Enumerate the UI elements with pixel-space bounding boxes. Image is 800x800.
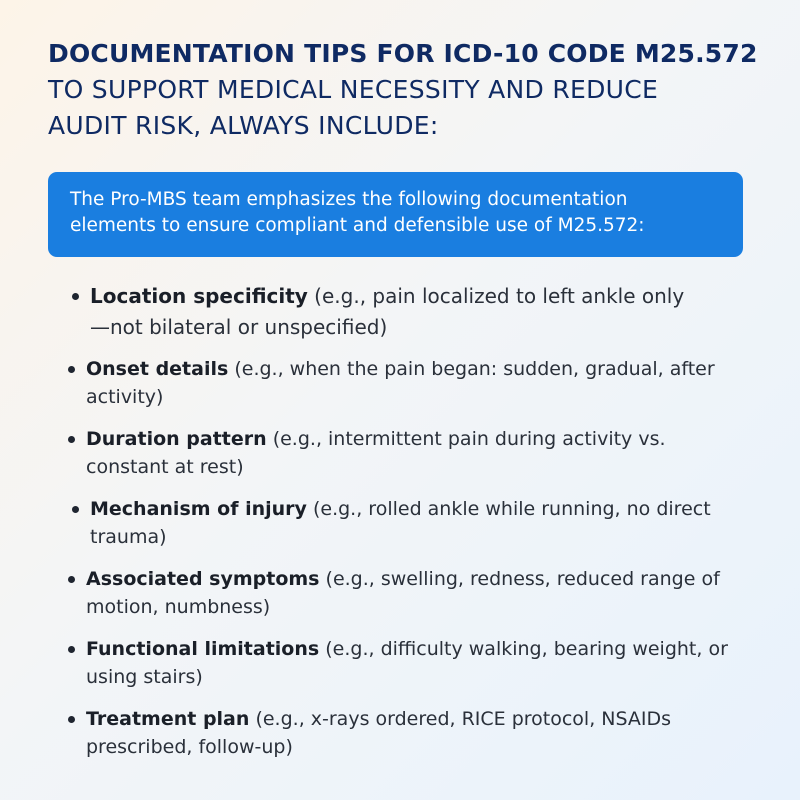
tip-term: Mechanism of injury <box>90 498 307 520</box>
bullet-icon <box>72 506 79 513</box>
callout-line-1: The Pro-MBS team emphasizes the following documentation <box>70 189 628 210</box>
tip-description: (e.g., x-rays ordered, RICE protocol, NSAIDs <box>249 708 672 730</box>
bullet-icon <box>68 716 75 723</box>
bullet-icon <box>68 366 75 373</box>
intro-callout <box>48 172 743 257</box>
callout-line-2: elements to ensure compliant and defensible use of M25.572: <box>70 215 645 236</box>
tip-line-1 <box>90 495 770 523</box>
bullet-icon <box>72 293 79 300</box>
tip-description: (e.g., difficulty walking, bearing weight, or <box>319 638 728 660</box>
tip-line-2: using stairs) <box>86 666 203 688</box>
tip-description: (e.g., pain localized to left ankle only <box>307 284 685 308</box>
tip-line-2: activity) <box>86 386 164 408</box>
tip-item <box>86 705 766 761</box>
tip-description: (e.g., rolled ankle while running, no direct <box>306 498 711 520</box>
tip-term: Location specificity <box>90 284 308 308</box>
tip-item <box>90 281 770 343</box>
bullet-icon <box>68 576 75 583</box>
bullet-icon <box>68 646 75 653</box>
subtitle-line-1: TO SUPPORT MEDICAL NECESSITY AND REDUCE <box>48 75 659 104</box>
tip-term: Onset details <box>86 358 229 380</box>
tip-item <box>86 565 766 621</box>
tip-line-2: constant at rest) <box>86 456 244 478</box>
tip-line-1 <box>86 565 766 593</box>
tip-item <box>86 355 766 411</box>
tip-line-2: prescribed, follow-up) <box>86 736 293 758</box>
tip-description: (e.g., when the pain began: sudden, gradual, after <box>228 358 715 380</box>
page-subtitle <box>48 72 768 144</box>
tip-description: (e.g., intermittent pain during activity vs. <box>266 428 666 450</box>
tip-line-2: —not bilateral or unspecified) <box>90 315 388 339</box>
tip-line-1 <box>86 355 766 383</box>
tip-line-1 <box>90 281 770 312</box>
tip-description: (e.g., swelling, redness, reduced range of <box>319 568 720 590</box>
tip-term: Treatment plan <box>86 708 250 730</box>
header <box>48 38 768 144</box>
tip-item <box>86 635 766 691</box>
tip-term: Functional limitations <box>86 638 320 660</box>
tip-line-1 <box>86 705 766 733</box>
tip-line-2: motion, numbness) <box>86 596 271 618</box>
tip-term: Duration pattern <box>86 428 267 450</box>
tip-item <box>90 495 770 551</box>
bullet-icon <box>68 436 75 443</box>
tip-line-1 <box>86 425 766 453</box>
subtitle-line-2: AUDIT RISK, ALWAYS INCLUDE: <box>48 111 439 140</box>
tip-line-2: trauma) <box>90 526 167 548</box>
tip-line-1 <box>86 635 766 663</box>
tip-item <box>86 425 766 481</box>
tip-term: Associated symptoms <box>86 568 320 590</box>
page-title: DOCUMENTATION TIPS FOR ICD-10 CODE M25.572 <box>48 39 758 68</box>
